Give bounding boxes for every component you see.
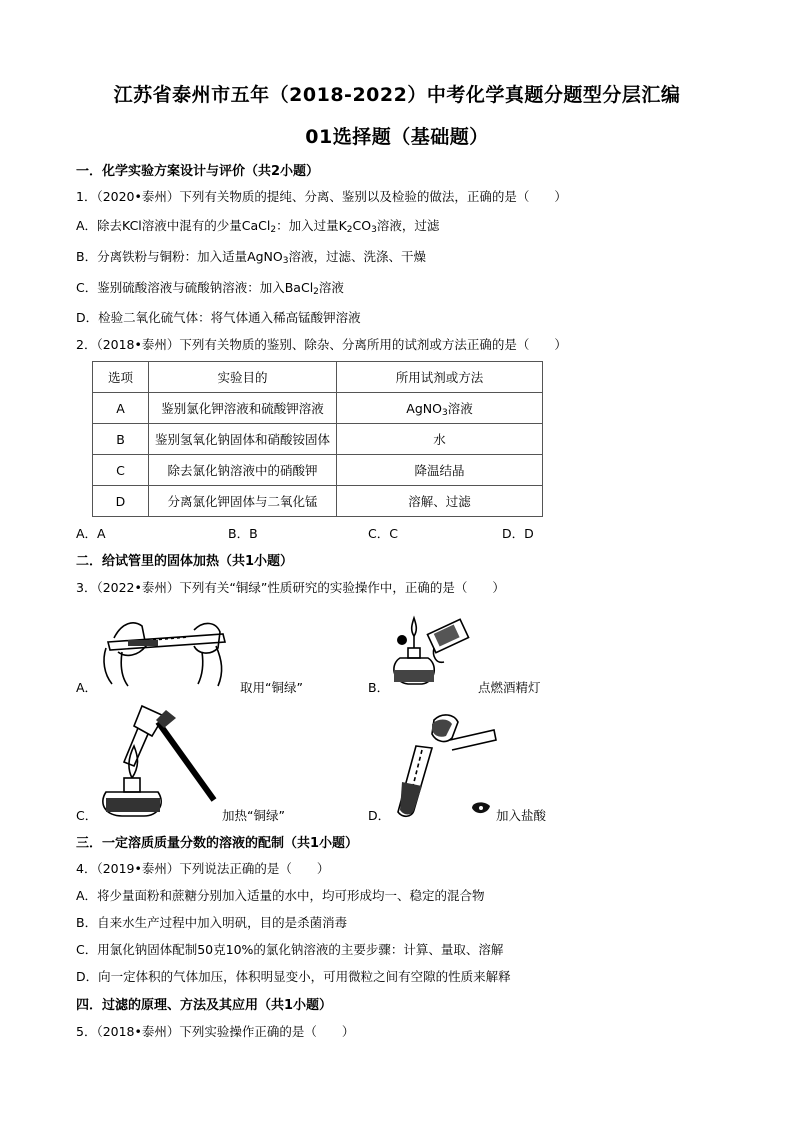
question-2-option-a: A．A bbox=[76, 526, 106, 541]
question-5-stem: 5．（2018•泰州）下列实验操作正确的是（ ） bbox=[76, 1024, 355, 1039]
section-heading-4: 四．过滤的原理、方法及其应用（共1小题） bbox=[76, 998, 333, 1013]
question-4-stem: 4．（2019•泰州）下列说法正确的是（ ） bbox=[76, 861, 330, 876]
question-1-option-d: D．检验二氧化硫气体：将气体通入稀高锰酸钾溶液 bbox=[76, 310, 361, 325]
table-cell: C bbox=[93, 455, 149, 486]
table-cell: 降温结晶 bbox=[337, 455, 543, 486]
droplet-icon bbox=[470, 800, 492, 816]
table-cell: AgNO$_3$溶液 bbox=[337, 393, 543, 424]
question-1-option-c: C．鉴别硫酸溶液与硫酸钠溶液：加入BaCl$_2$溶液 bbox=[76, 280, 344, 297]
alcohol-lamp-figure bbox=[388, 604, 472, 688]
section-heading-1: 一．化学实验方案设计与评价（共2小题） bbox=[76, 164, 320, 179]
table-row bbox=[93, 455, 543, 486]
section-heading-2: 二．给试管里的固体加热（共1小题） bbox=[76, 554, 294, 569]
question-3-option-c-caption: 加热“铜绿” bbox=[222, 808, 285, 823]
question-2-option-c: C．C bbox=[368, 526, 398, 541]
table-row bbox=[93, 393, 543, 424]
question-2-stem: 2．（2018•泰州）下列有关物质的鉴别、除杂、分离所用的试剂或方法正确的是（ ） bbox=[76, 337, 567, 352]
question-3-option-b-caption: 点燃酒精灯 bbox=[478, 680, 541, 695]
table-cell: 除去氯化钠溶液中的硝酸钾 bbox=[149, 455, 337, 486]
table-cell: B bbox=[93, 424, 149, 455]
question-3-stem: 3．（2022•泰州）下列有关“铜绿”性质研究的实验操作中，正确的是（ ） bbox=[76, 580, 505, 595]
question-4-option-d: D．向一定体积的气体加压，体积明显变小，可用微粒之间有空隙的性质来解释 bbox=[76, 969, 511, 984]
test-tube-hands-figure bbox=[98, 612, 238, 692]
question-2-option-d: D．D bbox=[502, 526, 534, 541]
table-cell: 鉴别氯化钾溶液和硫酸钾溶液 bbox=[149, 393, 337, 424]
question-3-option-a-caption: 取用“铜绿” bbox=[240, 680, 303, 695]
question-3-option-d-letter: D． bbox=[368, 808, 391, 823]
table-cell: 水 bbox=[337, 424, 543, 455]
table-row bbox=[93, 486, 543, 517]
question-1-option-b: B．分离铁粉与铜粉：加入适量AgNO$_3$溶液，过滤、洗涤、干燥 bbox=[76, 249, 427, 266]
question-2-option-b: B．B bbox=[228, 526, 258, 541]
question-1-option-a: A．除去KCl溶液中混有的少量CaCl$_2$：加入过量$K_2CO_3$溶液，过滤 bbox=[76, 218, 440, 235]
document-title: 江苏省泰州市五年（2018-2022）中考化学真题分题型分层汇编 bbox=[113, 84, 681, 106]
question-4-option-c: C．用氯化钠固体配制50克10%的氯化钠溶液的主要步骤：计算、量取、溶解 bbox=[76, 942, 504, 957]
table-header-cell: 所用试剂或方法 bbox=[337, 362, 543, 393]
question-4-option-a: A．将少量面粉和蔗糖分别加入适量的水中，均可形成均一、稳定的混合物 bbox=[76, 888, 485, 903]
table-cell: 鉴别氢氧化钠固体和硝酸铵固体 bbox=[149, 424, 337, 455]
table-cell: 溶解、过滤 bbox=[337, 486, 543, 517]
question-3-option-c-letter: C． bbox=[76, 808, 98, 823]
question-1-stem: 1．（2020•泰州）下列有关物质的提纯、分离、鉴别以及检验的做法，正确的是（ ） bbox=[76, 189, 567, 204]
question-3-option-b-letter: B． bbox=[368, 680, 390, 695]
table-header-cell: 实验目的 bbox=[149, 362, 337, 393]
table-cell: 分离氯化钾固体与二氧化锰 bbox=[149, 486, 337, 517]
table-cell: D bbox=[93, 486, 149, 517]
question-2-table bbox=[92, 361, 543, 517]
section-heading-3: 三．一定溶质质量分数的溶液的配制（共1小题） bbox=[76, 836, 359, 851]
document-subtitle: 01选择题（基础题） bbox=[305, 126, 489, 148]
table-header-cell: 选项 bbox=[93, 362, 149, 393]
question-3-option-d-caption: 加入盐酸 bbox=[496, 808, 547, 823]
question-4-option-b: B．自来水生产过程中加入明矾，目的是杀菌消毒 bbox=[76, 915, 348, 930]
table-row bbox=[93, 424, 543, 455]
question-3-option-a-letter: A． bbox=[76, 680, 98, 695]
table-header-row bbox=[93, 362, 543, 393]
heating-test-tube-figure bbox=[98, 700, 222, 820]
table-cell: A bbox=[93, 393, 149, 424]
